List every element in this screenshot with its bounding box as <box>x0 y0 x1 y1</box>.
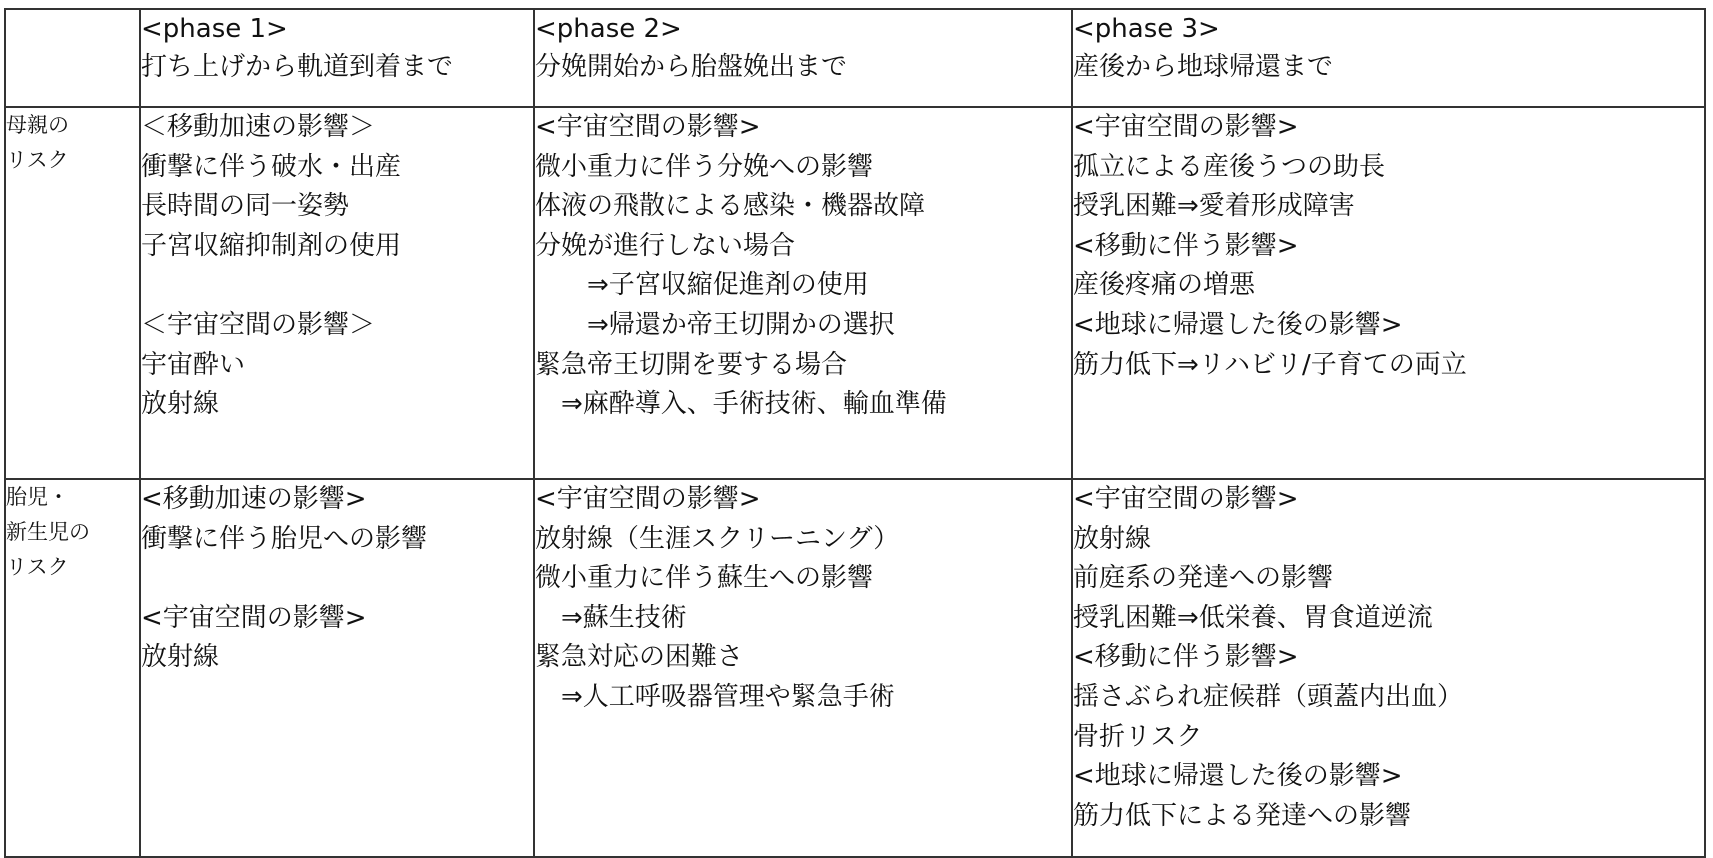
cell-fetus-phase-2 <box>534 479 1072 857</box>
cell-line: 筋力低下による発達への影響 <box>1073 800 1412 831</box>
header-phase-2 <box>534 9 1072 107</box>
cell-line: <地球に帰還した後の影響> <box>1073 309 1403 340</box>
cell-line: <宇宙空間の影響> <box>535 112 761 142</box>
cell-line: <移動に伴う影響> <box>1073 642 1299 673</box>
header-row <box>5 9 1705 107</box>
cell-fetus-phase-1 <box>140 479 534 857</box>
cell-line: ⇒麻酔導入、手術技術、輸血準備 <box>535 389 947 420</box>
cell-line: 緊急帝王切開を要する場合 <box>535 349 848 380</box>
row-label-fetus-newborn <box>5 479 140 857</box>
cell-line: <地球に帰還した後の影響> <box>1073 761 1403 792</box>
cell-line: 揺さぶられ症候群（頭蓋内出血） <box>1073 681 1464 712</box>
fetus-newborn-risk-row <box>5 479 1705 857</box>
cell-line: <宇宙空間の影響> <box>141 602 367 633</box>
cell-line: <宇宙空間の影響> <box>1073 112 1299 142</box>
cell-line: 産後疼痛の増悪 <box>1073 270 1256 301</box>
cell-mother-phase-2 <box>534 107 1072 479</box>
phase-title: 産後から地球帰還まで <box>1073 52 1334 82</box>
cell-line: 放射線 <box>141 642 220 673</box>
corner-cell <box>5 9 140 107</box>
cell-line: 放射線 <box>1073 523 1152 554</box>
cell-line: ＜宇宙空間の影響＞ <box>141 309 376 340</box>
row-label-line: リスク <box>6 148 69 172</box>
cell-line: ＜移動加速の影響＞ <box>141 112 376 142</box>
cell-line: <宇宙空間の影響> <box>1073 484 1299 514</box>
cell-line: 子宮収縮抑制剤の使用 <box>141 230 402 261</box>
row-label-line: 新生児の <box>6 520 90 544</box>
cell-line: 放射線（生涯スクリーニング） <box>535 523 900 554</box>
cell-line: 緊急対応の困難さ <box>535 642 744 673</box>
cell-line: 長時間の同一姿勢 <box>141 191 350 222</box>
cell-line: <移動加速の影響> <box>141 484 367 514</box>
phase-tag: <phase 1> <box>141 14 288 44</box>
cell-line: 衝撃に伴う胎児への影響 <box>141 523 428 554</box>
cell-line: ⇒子宮収縮促進剤の使用 <box>535 270 869 301</box>
cell-mother-phase-3 <box>1072 107 1705 479</box>
row-label-line: 胎児・ <box>6 485 69 509</box>
cell-line: 分娩が進行しない場合 <box>535 230 796 261</box>
phase-tag: <phase 2> <box>535 14 682 44</box>
cell-fetus-phase-3 <box>1072 479 1705 857</box>
cell-line: ⇒人工呼吸器管理や緊急手術 <box>535 681 895 712</box>
cell-line: <宇宙空間の影響> <box>535 484 761 514</box>
cell-line: 放射線 <box>141 389 220 420</box>
row-label-line: リスク <box>6 555 69 579</box>
cell-mother-phase-1 <box>140 107 534 479</box>
header-phase-1 <box>140 9 534 107</box>
cell-line: ⇒帰還か帝王切開かの選択 <box>535 309 895 340</box>
cell-line: 筋力低下⇒リハビリ/子育ての両立 <box>1073 349 1467 380</box>
cell-line <box>141 266 533 306</box>
cell-line: 宇宙酔い <box>141 349 246 380</box>
cell-line: 微小重力に伴う蘇生への影響 <box>535 563 874 594</box>
cell-line: <移動に伴う影響> <box>1073 230 1299 261</box>
header-phase-3 <box>1072 9 1705 107</box>
cell-line: 孤立による産後うつの助長 <box>1073 151 1386 182</box>
phase-title: 打ち上げから軌道到着まで <box>141 52 454 82</box>
cell-line: 衝撃に伴う破水・出産 <box>141 151 402 182</box>
cell-line: 骨折リスク <box>1073 721 1203 752</box>
cell-line: 微小重力に伴う分娩への影響 <box>535 151 874 182</box>
row-label-mother <box>5 107 140 479</box>
cell-line: 授乳困難⇒低栄養、胃食道逆流 <box>1073 602 1433 633</box>
row-label-line: 母親の <box>6 113 69 137</box>
cell-line: 体液の飛散による感染・機器故障 <box>535 191 926 222</box>
risk-table <box>4 8 1706 858</box>
mother-risk-row <box>5 107 1705 479</box>
phase-tag: <phase 3> <box>1073 14 1220 44</box>
phase-title: 分娩開始から胎盤娩出まで <box>535 52 848 82</box>
cell-line: 授乳困難⇒愛着形成障害 <box>1073 191 1355 222</box>
cell-line <box>141 559 533 599</box>
cell-line: ⇒蘇生技術 <box>535 602 687 633</box>
cell-line: 前庭系の発達への影響 <box>1073 563 1334 594</box>
